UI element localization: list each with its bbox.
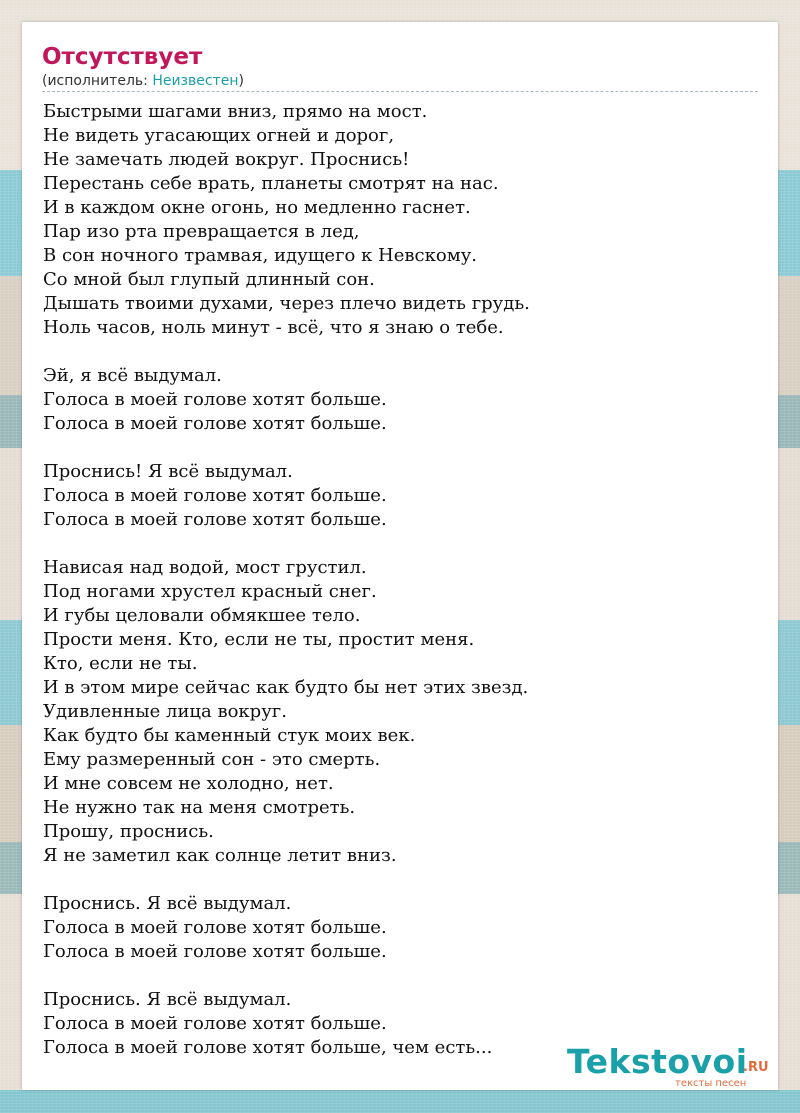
lyric-line: В сон ночного трамвая, идущего к Невскому.	[43, 245, 478, 266]
logo-tagline: тексты песен	[675, 1078, 747, 1089]
stanza-gap	[43, 436, 759, 460]
lyric-line: Проснись. Я всё выдумал.	[43, 989, 292, 1010]
lyric-line: Голоса в моей голове хотят больше.	[43, 917, 387, 938]
stanza-gap	[43, 340, 759, 364]
lyric-line: Голоса в моей голове хотят больше, чем есть...	[43, 1037, 493, 1058]
song-header	[42, 42, 758, 92]
lyric-line: Пар изо рта превращается в лед,	[43, 221, 360, 242]
lyric-line: Я не заметил как солнце летит вниз.	[43, 845, 397, 866]
artist-prefix: (исполнитель:	[42, 73, 153, 89]
artist-link[interactable]: Неизвестен	[152, 73, 239, 89]
lyric-line: Дышать твоими духами, через плечо видеть грудь.	[43, 293, 530, 314]
stanza-gap	[43, 532, 759, 556]
stanza-gap	[43, 964, 759, 988]
artist-line	[42, 72, 758, 90]
lyric-line: Ноль часов, ноль минут - всё, что я знаю о тебе.	[43, 317, 504, 338]
lyric-line: Прошу, проснись.	[43, 821, 214, 842]
lyric-line: Голоса в моей голове хотят больше.	[43, 485, 387, 506]
lyric-line: Не видеть угасающих огней и дорог,	[43, 125, 395, 146]
site-logo[interactable]	[567, 1044, 777, 1090]
lyric-line: Проснись. Я всё выдумал.	[43, 893, 292, 914]
lyric-line: Нависая над водой, мост грустил.	[43, 557, 367, 578]
stanza-gap	[43, 868, 759, 892]
lyric-line: Эй, я всё выдумал.	[43, 365, 222, 386]
lyric-line: Ему размеренный сон - это смерть.	[43, 749, 381, 770]
lyric-line: Голоса в моей голове хотят больше.	[43, 389, 387, 410]
artist-suffix: )	[238, 73, 244, 89]
lyric-line: И губы целовали обмякшее тело.	[43, 605, 361, 626]
lyric-line: И в каждом окне огонь, но медленно гаснет.	[43, 197, 471, 218]
lyric-line: Голоса в моей голове хотят больше.	[43, 413, 387, 434]
logo-name: Tekstovoi	[567, 1042, 748, 1081]
lyric-line: И в этом мире сейчас как будто бы нет этих звезд.	[43, 677, 529, 698]
lyric-line: Как будто бы каменный стук моих век.	[43, 725, 416, 746]
lyric-line: Быстрыми шагами вниз, прямо на мост.	[43, 101, 428, 122]
lyrics-card	[22, 22, 778, 1090]
lyric-line: Прости меня. Кто, если не ты, простит меня.	[43, 629, 475, 650]
lyric-line: Проснись! Я всё выдумал.	[43, 461, 293, 482]
logo-tld: .RU	[743, 1060, 769, 1075]
lyric-line: Под ногами хрустел красный снег.	[43, 581, 377, 602]
lyric-line: Кто, если не ты.	[43, 653, 198, 674]
lyric-line: Не замечать людей вокруг. Проснись!	[43, 149, 410, 170]
lyric-line: И мне совсем не холодно, нет.	[43, 773, 334, 794]
lyric-line: Голоса в моей голове хотят больше.	[43, 941, 387, 962]
lyric-line: Голоса в моей голове хотят больше.	[43, 509, 387, 530]
lyric-line: Удивленные лица вокруг.	[43, 701, 287, 722]
lyric-line: Голоса в моей голове хотят больше.	[43, 1013, 387, 1034]
lyrics-body	[43, 100, 759, 1060]
lyric-line: Перестань себе врать, планеты смотрят на нас.	[43, 173, 499, 194]
lyric-line: Не нужно так на меня смотреть.	[43, 797, 356, 818]
song-title: Отсутствует	[42, 44, 203, 70]
lyric-line: Со мной был глупый длинный сон.	[43, 269, 375, 290]
